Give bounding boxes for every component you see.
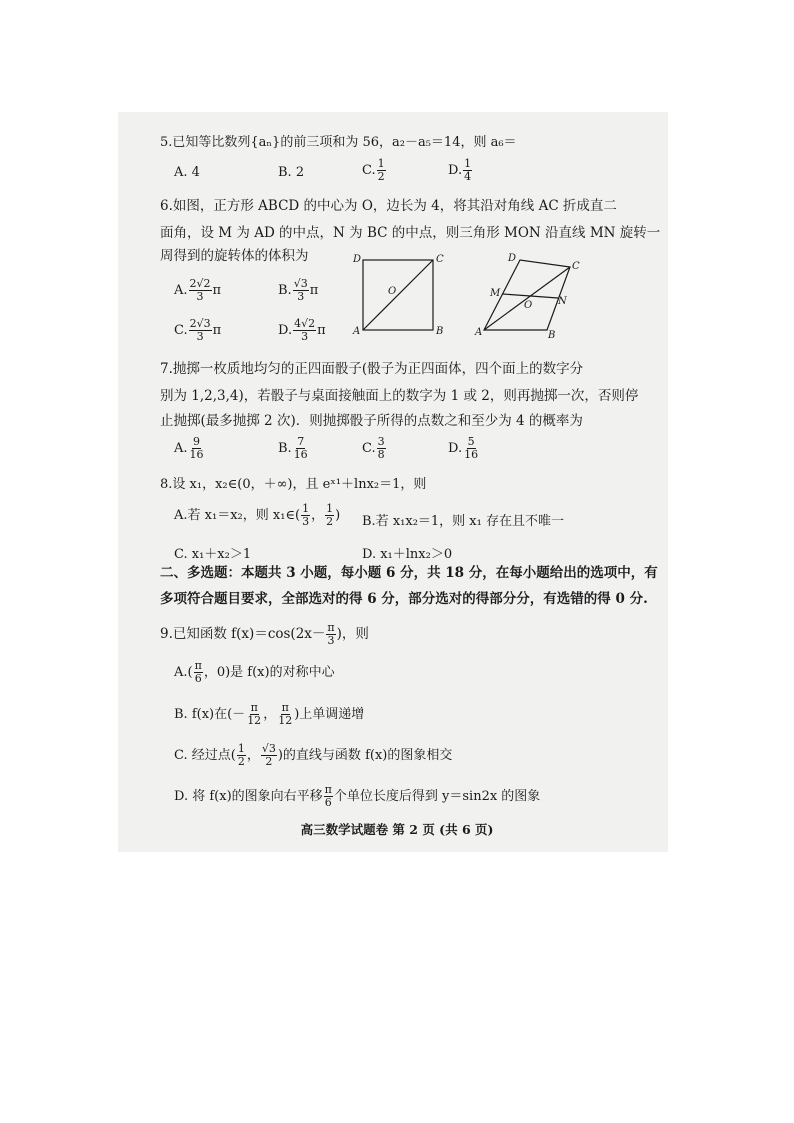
figure-square (350, 250, 450, 342)
section2-line2: 多项符合题目要求，全部选对的得 6 分，部分选对的得部分分，有选错的得 0 分. (160, 591, 648, 607)
page-footer: 高三数学试题卷 第 2 页 (共 6 页) (300, 822, 494, 837)
q6-option-c: C. $\frac{2√3}{3}$ π (174, 317, 222, 344)
q7-line3: 止抛掷(最多抛掷 2 次)．则抛掷骰子所得的点数之和至少为 4 的概率为 (160, 413, 583, 429)
fig1-label-a: A (353, 326, 361, 337)
fig1-label-d: D (353, 254, 362, 265)
q5-option-c: C. $\frac{1}{2}$ (362, 157, 385, 184)
q6-option-b: B. $\frac{√3}{3}$ π (278, 277, 319, 304)
q6-line2: 面角，设 M 为 AD 的中点，N 为 BC 的中点，则三角形 MON 沿直线 MN 旋转一 (160, 225, 661, 241)
fig2-label-m: M (490, 288, 501, 299)
fig1-label-o: O (388, 286, 397, 297)
q9-stem: 9.已知函数 f(x)＝cos(2x－ $\frac{\pi}{3}$ )，则 (160, 621, 369, 648)
fig2-label-n: N (558, 296, 567, 307)
q9-option-d: D. 将 f(x)的图象向右平移 $\frac{\pi}{6}$ 个单位长度后得到 y＝sin2x 的图象 (174, 783, 541, 810)
fig2-label-o: O (524, 300, 533, 311)
section2-line1: 二、多选题：本题共 3 小题，每小题 6 分，共 18 分，在每小题给出的选项中，有 (160, 565, 658, 581)
q5-stem: 5.已知等比数列{aₙ}的前三项和为 56，a₂－a₅＝14，则 a₆＝ (160, 135, 517, 150)
q8-option-c: C. x₁＋x₂＞1 (174, 547, 252, 562)
q7-option-b: B. $\frac{7}{16}$ (278, 435, 308, 462)
q8-stem: 8.设 x₁，x₂∈(0，＋∞)，且 eˣ¹＋lnx₂＝1，则 (160, 477, 427, 492)
q6-line1: 6.如图，正方形 ABCD 的中心为 O，边长为 4，将其沿对角线 AC 折成直二 (160, 198, 617, 214)
q6-line3: 周得到的旋转体的体积为 (160, 248, 309, 264)
q9-option-a: A.( $\frac{\pi}{6}$ ，0)是 f(x)的对称中心 (174, 659, 335, 686)
q7-line1: 7.抛掷一枚质地均匀的正四面骰子(骰子为正四面体，四个面上的数字分 (160, 361, 584, 377)
figure-folded (472, 250, 592, 342)
fig1-label-b: B (436, 326, 444, 337)
q8-option-b: B.若 x₁x₂＝1，则 x₁ 存在且不唯一 (362, 514, 564, 529)
q5-option-b: B. 2 (278, 165, 305, 180)
q9-option-c: C. 经过点( $\frac{1}{2}$ ， $\frac{√3}{2}$ )的直线与函数 f(x)的图象相交 (174, 742, 453, 769)
fig1-label-c: C (436, 254, 444, 265)
q6-option-a: A. $\frac{2√2}{3}$ π (174, 277, 222, 304)
diagonal-ac (363, 260, 433, 330)
q9-option-b: B. f(x)在(－ $\frac{\pi}{12}$ ， $\frac{\pi}{12}$ )上单调递增 (174, 701, 365, 728)
fig2-label-d: D (508, 253, 517, 264)
q8-option-d: D. x₁＋lnx₂＞0 (362, 547, 453, 562)
q8-option-a: A.若 x₁＝x₂，则 x₁∈( $\frac{1}{3}$ ， $\frac{1}{2}$ ) (174, 502, 341, 529)
q5-option-d: D. $\frac{1}{4}$ (448, 157, 472, 184)
q7-option-d: D. $\frac{5}{16}$ (448, 435, 479, 462)
q7-option-a: A. $\frac{9}{16}$ (174, 435, 204, 462)
q7-line2: 别为 1,2,3,4)，若骰子与桌面接触面上的数字为 1 或 2，则再抛掷一次，否则停 (160, 388, 639, 404)
segment-mn (503, 294, 558, 298)
fig2-label-c: C (572, 261, 580, 272)
fig2-label-a: A (475, 327, 483, 338)
fig2-label-b: B (548, 330, 556, 341)
q5-option-a: A. 4 (174, 165, 200, 180)
q6-option-d: D. $\frac{4√2}{3}$ π (278, 317, 326, 344)
q7-option-c: C. $\frac{3}{8}$ (362, 435, 385, 462)
